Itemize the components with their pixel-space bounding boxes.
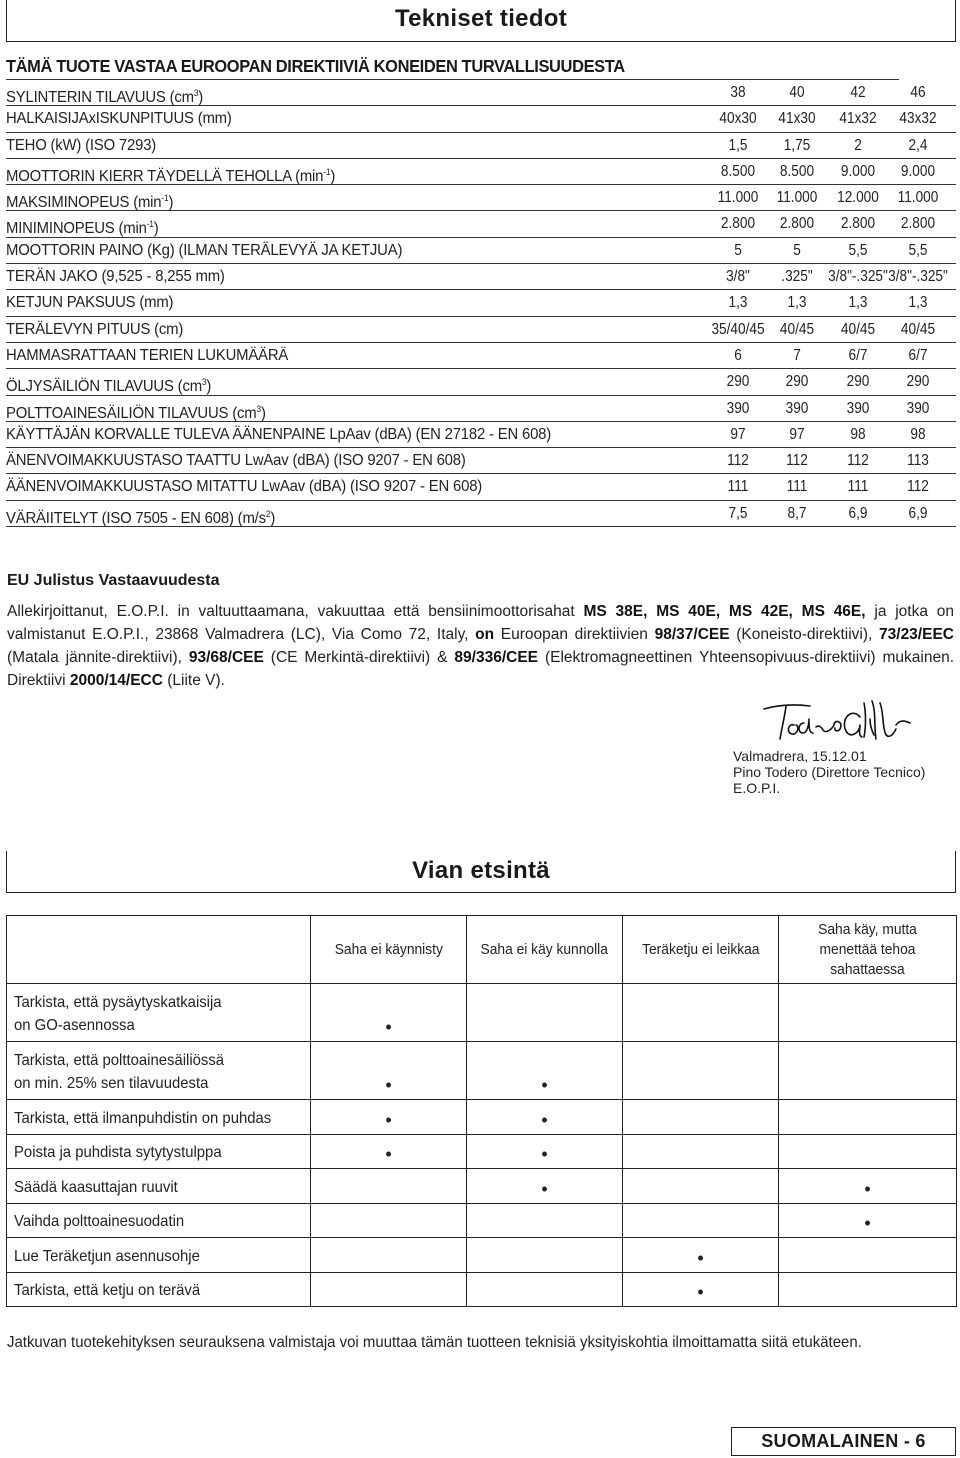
spec-value: 6,9 [848,504,868,522]
trouble-check-text: Lue Teräketjun asennusohje [14,1247,200,1265]
trouble-check [7,1203,311,1238]
spec-value: 7 [793,346,801,364]
empty-cell [779,1238,957,1273]
spec-label-text: POLTTOAINESÄILIÖN TILAVUUS (cm [6,404,257,422]
trouble-body [7,984,957,1307]
spec-label-suffix: ) [153,220,159,238]
spec-value: 98 [910,425,926,443]
bullet-mark: • [779,1203,957,1238]
spec-value: 112 [786,452,808,470]
empty-cell [623,1134,779,1169]
spec-label-superscript: -1 [146,219,154,230]
spec-value: 38 [730,84,746,101]
spec-label-text: MOOTTORIN KIERR TÄYDELLÄ TEHOLLA (min [6,167,324,185]
spec-value: 40/45 [900,320,936,338]
eu-text-part: Allekirjoittanut, E.O.P.I. in valtuuttaamana, vakuuttaa että bensiinimoottorisahat [7,603,584,620]
spec-value: 8,7 [787,504,807,522]
trouble-check [7,1134,311,1169]
spec-label-text: MOOTTORIN PAINO (Kg) (ILMAN TERÄLEVYÄ JA KETJUA) [6,241,403,259]
spec-row [6,343,956,369]
trouble-row [7,1272,957,1307]
spec-value: 40/45 [779,320,815,338]
bullet-mark: • [623,1272,779,1307]
spec-value: 40x30 [719,110,757,128]
spec-value: 35/40/45 [711,320,765,338]
spec-value: 3/8" [726,268,750,286]
spec-label-text: ÄNENVOIMAKKUUSTASO TAATTU LwAav (dBA) (ISO 9207 - EN 608) [6,452,466,470]
troubleshooting-table [6,915,957,1307]
bullet-mark: • [779,1169,957,1204]
spec-value: 111 [727,478,749,496]
trouble-check-text: Tarkista, että polttoainesäiliössä [14,1052,225,1069]
spec-label-text: MAKSIMINOPEUS (min [6,194,162,212]
spec-label [6,343,288,369]
spec-label [6,474,482,500]
trouble-check-text: on min. 25% sen tilavuudesta [14,1075,209,1092]
spec-value: 390 [846,399,870,417]
spec-value: 98 [850,425,866,443]
spec-row [6,211,956,237]
spec-row [6,474,956,500]
eu-declaration-text [7,600,954,692]
spec-rows [6,80,956,527]
empty-cell [311,1169,467,1204]
spec-value: 1,3 [787,294,807,312]
eu-on: on [475,626,495,643]
empty-cell [779,1134,957,1169]
trouble-check [7,1238,311,1273]
spec-row [6,448,956,474]
spec-label-superscript: -1 [161,193,169,204]
tech-title: Tekniset tiedot [394,5,568,32]
spec-value: 9.000 [840,162,876,180]
eu-directive: 89/336/CEE [454,649,538,666]
bullet-mark: • [467,1169,623,1204]
bullet-mark: • [311,1042,467,1100]
spec-value: 113 [907,452,929,470]
spec-row [6,106,956,132]
trouble-check [7,1042,311,1100]
empty-cell [623,1042,779,1100]
spec-value: 1,3 [908,294,928,312]
empty-cell [623,984,779,1042]
empty-cell [467,1238,623,1273]
empty-cell [779,1042,957,1100]
spec-row [6,133,956,159]
spec-value: 112 [847,452,869,470]
eu-directive: 2000/14/ECC [69,672,163,689]
empty-cell [779,1272,957,1307]
spec-value: 1,75 [783,136,811,154]
spec-value: 9.000 [900,162,936,180]
spec-value: 2 [854,136,862,154]
spec-label [6,317,183,343]
spec-label [6,422,551,448]
spec-value: 43x32 [899,110,937,128]
spec-label-text: MINIMINOPEUS (min [6,220,147,238]
spec-value: 97 [789,425,805,443]
spec-value: 111 [847,478,869,496]
bullet-mark: • [311,984,467,1042]
spec-value: 1,3 [728,294,748,312]
spec-label-text: VÄRÄIITELYT (ISO 7505 - EN 608) (m/s [6,509,266,527]
empty-cell [623,1203,779,1238]
eu-text-part: (Liite V). [162,672,225,689]
spec-value: 2.800 [779,215,815,233]
eu-text-part: ja jotka on valmistanut E.O.P.I., 23868 Valmadrera (LC), Via Como 72, Italy, [7,603,954,643]
spec-label-superscript: 3 [193,88,199,98]
spec-row [6,369,956,395]
spec-label [6,106,232,132]
trouble-title: Vian etsintä [412,857,550,884]
spec-label-superscript: 2 [265,508,271,519]
column-header-label: Saha käy, mutta menettää tehoa sahattaessa [818,920,917,978]
spec-value: 5,5 [848,241,868,259]
spec-value: 7,5 [728,504,748,522]
empty-cell [623,1100,779,1135]
spec-value: 111 [786,478,808,496]
spec-value: 6,9 [908,504,928,522]
trouble-title-box [6,851,956,893]
spec-value: 1,3 [848,294,868,312]
spec-row [6,80,956,106]
eu-text-part: Euroopan direktiivien [494,626,655,643]
spec-label-suffix: ) [330,167,336,185]
trouble-check-text: Vaihda polttoainesuodatin [14,1213,185,1230]
place-date: Valmadrera, 15.12.01 [733,748,867,764]
spec-label-text: KETJUN PAKSUUS (mm) [6,294,174,312]
spec-value: 11.000 [897,189,939,207]
column-header [467,916,623,984]
eu-title: EU Julistus Vastaavuudesta [7,572,220,589]
footnote: Jatkuvan tuotekehityksen seurauksena valmistaja voi muuttaa tämän tuotteen teknisiä yksityiskohtia ilmoittamatta siitä etukäteen. [7,1334,862,1351]
spec-value: 5,5 [908,241,928,259]
spec-value: 3/8"-.325" [888,268,948,286]
trouble-check-text: Säädä kaasuttajan ruuvit [14,1178,178,1196]
spec-value: 2.800 [840,215,876,233]
spec-value: 112 [727,452,749,470]
eu-text-part: (Matala jännite-direktiivi), [7,649,189,666]
spec-row [6,159,956,185]
spec-label [6,448,466,474]
spec-value: 97 [730,425,746,443]
spec-value: 41x32 [839,110,877,128]
spec-value: 2.800 [720,215,756,233]
spec-label-text: HAMMASRATTAAN TERIEN LUKUMÄÄRÄ [6,346,289,364]
tech-title-box [6,0,956,42]
spec-label-text: KÄYTTÄJÄN KORVALLE TULEVA ÄÄNENPAINE LpAav (dBA) (EN 27182 - EN 608) [6,425,552,443]
spec-label-suffix: ) [260,404,266,422]
spec-value: 6/7 [848,346,868,364]
bullet-mark: • [311,1100,467,1135]
spec-value: 1,5 [728,136,748,154]
spec-value: 390 [906,399,930,417]
spec-label-text: ÄÄNENVOIMAKKUUSTASO MITATTU LwAav (dBA) (ISO 9207 - EN 608) [6,478,483,496]
spec-label-text: SYLINTERIN TILAVUUS (cm [6,89,194,106]
spec-row [6,501,956,527]
trouble-check-text: Poista ja puhdista sytytystulppa [14,1144,222,1161]
bullet-mark: • [467,1042,623,1100]
trouble-header-empty [7,916,311,984]
spec-value: 390 [785,399,809,417]
empty-cell [311,1203,467,1238]
spec-label-suffix: ) [198,89,204,106]
spec-value: 11.000 [717,189,759,207]
trouble-check-text: Tarkista, että ilmanpuhdistin on puhdas [14,1109,272,1127]
spec-value: 5 [734,241,742,259]
spec-heading: TÄMÄ TUOTE VASTAA EUROOPAN DIREKTIIVIÄ KONEIDEN TURVALLISUUDESTA [6,52,899,80]
spec-value: 6 [734,346,742,364]
bullet-mark: • [467,1100,623,1135]
spec-value: 2,4 [908,136,928,154]
spec-row [6,396,956,422]
empty-cell [467,1203,623,1238]
spec-value: .325" [781,268,813,286]
page-label: SUOMALAINEN - 6 [731,1427,956,1456]
spec-value: 112 [907,478,929,496]
trouble-check [7,984,311,1042]
spec-value: 8.500 [720,162,756,180]
trouble-row [7,1042,957,1100]
spec-label-suffix: ) [168,194,174,212]
spec-value: 40 [789,84,805,101]
bullet-mark: • [623,1238,779,1273]
spec-value: 2.800 [900,215,936,233]
spec-value: 41x30 [778,110,816,128]
empty-cell [311,1272,467,1307]
spec-row [6,290,956,316]
trouble-check-text: on GO-asennossa [14,1017,135,1034]
spec-label [6,501,275,532]
trouble-check-text: Tarkista, että pysäytyskatkaisija [14,994,222,1011]
empty-cell [623,1169,779,1204]
empty-cell [467,1272,623,1307]
trouble-row [7,984,957,1042]
eu-directive: 73/23/EEC [879,626,954,643]
spec-row [6,185,956,211]
spec-label-superscript: 3 [201,377,207,388]
eu-text-part: (Koneisto-direktiivi), [729,626,880,643]
spec-label [6,264,225,290]
spec-label [6,238,402,264]
trouble-row [7,1203,957,1238]
empty-cell [779,1100,957,1135]
empty-cell [779,984,957,1042]
spec-label-suffix: ) [270,509,276,527]
spec-label-text: TERÄN JAKO (9,525 - 8,255 mm) [6,268,225,286]
spec-value: 290 [906,373,930,391]
trouble-check-text: Tarkista, että ketju on terävä [14,1282,201,1299]
trouble-row [7,1134,957,1169]
company-name: E.O.P.I. [733,780,781,796]
spec-row [6,317,956,343]
spec-value: 46 [910,84,926,101]
empty-cell [467,984,623,1042]
trouble-row [7,1169,957,1204]
eu-directive: 98/37/CEE [654,626,730,643]
eu-text-part: (Elektromagneettinen Yhteensopivuus-direktiivi) mukainen. Direktiivi [7,649,955,689]
signature-image [760,695,920,745]
spec-table [6,52,956,527]
spec-value: 8.500 [779,162,815,180]
trouble-row [7,1238,957,1273]
spec-label-suffix: ) [206,378,212,396]
empty-cell [311,1238,467,1273]
spec-label-text: HALKAISIJAxISKUNPITUUS (mm) [6,110,232,128]
spec-label [6,290,173,316]
column-header [623,916,779,984]
spec-value: 40/45 [840,320,876,338]
spec-value: 5 [793,241,801,259]
eu-models: MS 38E, MS 40E, MS 42E, MS 46E, [583,603,866,620]
spec-value: 290 [785,373,809,391]
spec-row [6,422,956,448]
spec-value: 6/7 [908,346,928,364]
spec-row [6,264,956,290]
spec-value: 290 [726,373,750,391]
spec-value: 3/8"-.325" [828,268,888,286]
spec-label [6,133,156,159]
column-header [311,916,467,984]
spec-label-superscript: -1 [323,166,331,177]
trouble-check [7,1169,311,1204]
bullet-mark: • [467,1134,623,1169]
signer-name: Pino Todero (Direttore Tecnico) [733,764,926,780]
eu-directive: 93/68/CEE [188,649,264,666]
spec-value: 290 [846,373,870,391]
spec-label-text: ÖLJYSÄILIÖN TILAVUUS (cm [6,378,202,396]
spec-label-text: TERÄLEVYN PITUUS (cm) [6,320,184,338]
bullet-mark: • [311,1134,467,1169]
signature-info [733,748,925,796]
spec-value: 42 [850,84,866,101]
trouble-header-row [7,916,957,984]
column-header-label: Saha ei käy kunnolla [480,940,609,958]
eu-text-part: (CE Merkintä-direktiivi) & [263,649,455,666]
column-header-label: Teräketju ei leikkaa [641,940,760,958]
column-header [779,916,957,984]
spec-row [6,238,956,264]
trouble-check [7,1100,311,1135]
spec-label-superscript: 3 [256,403,261,414]
spec-value: 390 [726,399,750,417]
spec-value: 12.000 [837,189,879,207]
trouble-row [7,1100,957,1135]
spec-value: 11.000 [776,189,818,207]
column-header-label: Saha ei käynnisty [334,940,443,958]
spec-label-text: TEHO (kW) (ISO 7293) [6,136,157,154]
trouble-check [7,1272,311,1307]
